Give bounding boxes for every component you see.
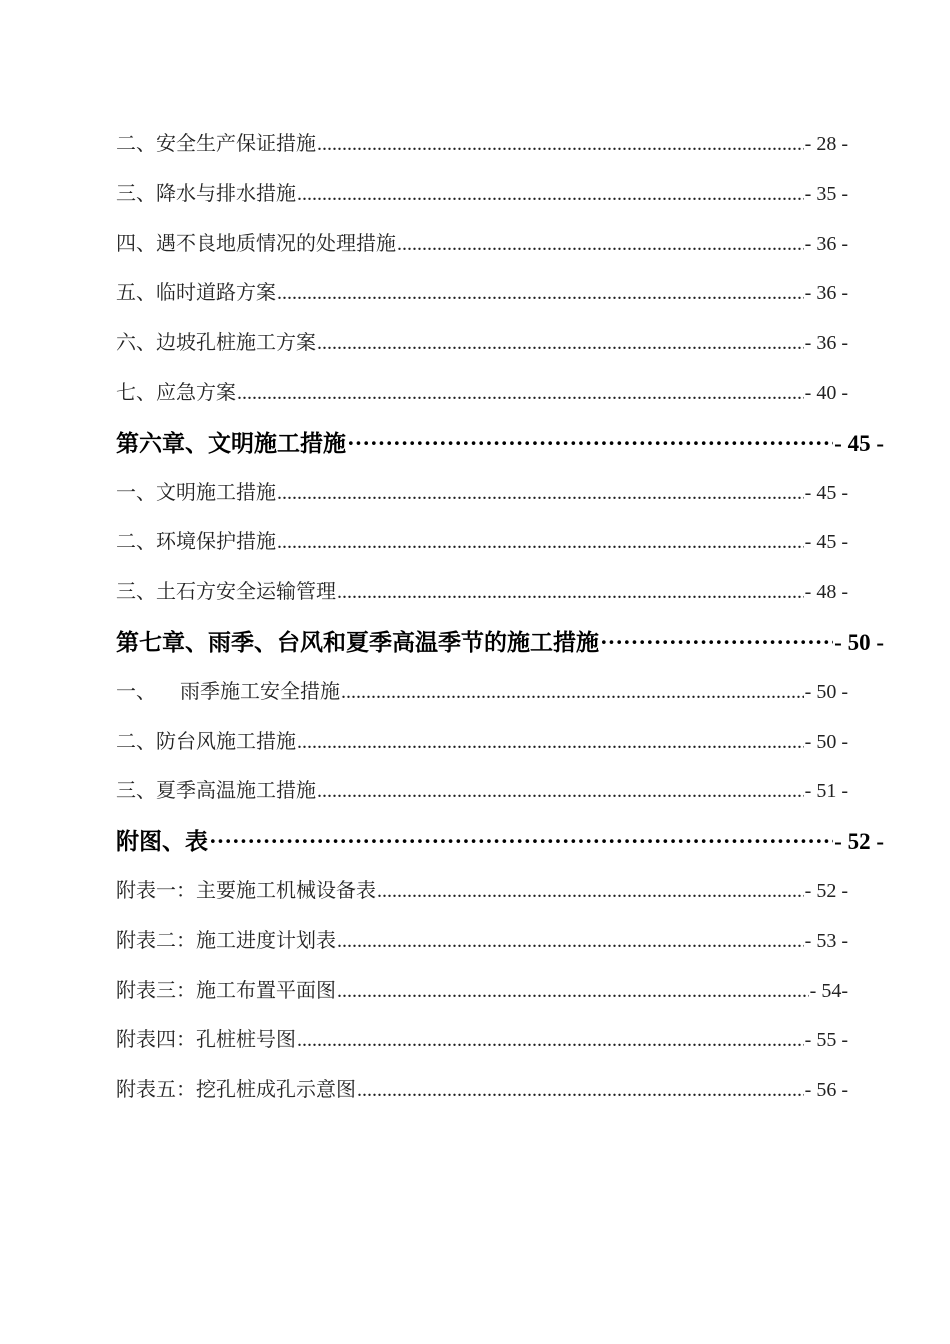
toc-page-number: - 35 -	[804, 182, 848, 205]
toc-dot-leader	[297, 718, 804, 768]
toc-page-number: - 45 -	[804, 531, 848, 554]
toc-chapter-title: 第七章、雨季、台风和夏季高温季节的施工措施	[116, 629, 599, 655]
table-of-contents	[116, 120, 886, 1116]
toc-entry-title: 三、土石方安全运输管理	[116, 581, 336, 604]
toc-page-number: - 48 -	[804, 581, 848, 604]
toc-dot-leader	[297, 1016, 804, 1066]
toc-dot-leader	[377, 867, 804, 917]
toc-dot-leader	[357, 1066, 804, 1116]
toc-entry-text: 雨季施工安全措施	[180, 680, 340, 703]
toc-dot-leader	[209, 817, 833, 867]
toc-entry-title: 一、文明施工措施	[116, 481, 276, 504]
toc-dot-leader	[347, 419, 833, 469]
toc-page-number: - 55 -	[804, 1029, 848, 1052]
toc-page-number: - 40 -	[804, 381, 848, 404]
toc-page-number: - 36 -	[804, 332, 848, 355]
toc-entry-title: 附表五：挖孔桩成孔示意图	[116, 1079, 356, 1102]
toc-entry-title	[116, 668, 340, 718]
toc-page-number: - 50 -	[834, 629, 884, 655]
toc-entry-title: 六、边坡孔桩施工方案	[116, 332, 316, 355]
toc-chapter-title: 第六章、文明施工措施	[116, 430, 346, 456]
toc-entry-number: 一、	[116, 680, 156, 703]
toc-dot-leader	[297, 170, 804, 220]
toc-dot-leader	[277, 269, 804, 319]
toc-dot-leader	[277, 518, 804, 568]
toc-entry-safety-production[interactable]	[116, 120, 848, 170]
toc-entry-earthwork-transport[interactable]	[116, 568, 848, 618]
toc-dot-leader	[237, 369, 804, 419]
toc-entry-dewatering[interactable]	[116, 170, 848, 220]
toc-page-number: - 45 -	[804, 481, 848, 504]
toc-entry-appendix-table-2[interactable]	[116, 917, 848, 967]
toc-entry-title: 附表二：施工进度计划表	[116, 929, 336, 952]
toc-page-number: - 52 -	[834, 829, 884, 855]
toc-entry-title: 二、环境保护措施	[116, 531, 276, 554]
toc-dot-leader	[341, 668, 804, 718]
toc-entry-title: 二、安全生产保证措施	[116, 133, 316, 155]
toc-entry-bad-geology[interactable]	[116, 220, 848, 270]
toc-entry-summer-heat[interactable]	[116, 767, 848, 817]
toc-dot-leader	[317, 767, 804, 817]
toc-entry-title: 附表三：施工布置平面图	[116, 979, 336, 1002]
toc-chapter-appendix[interactable]	[116, 817, 884, 867]
toc-entry-appendix-table-3[interactable]	[116, 967, 848, 1017]
toc-entry-appendix-table-1[interactable]	[116, 867, 848, 917]
toc-dot-leader	[317, 120, 804, 170]
toc-page-number: - 36 -	[804, 282, 848, 305]
toc-entry-title: 四、遇不良地质情况的处理措施	[116, 232, 396, 255]
toc-entry-rainy-season[interactable]	[116, 668, 848, 718]
toc-entry-slope-pile[interactable]	[116, 319, 848, 369]
toc-entry-typhoon[interactable]	[116, 718, 848, 768]
toc-entry-emergency-plan[interactable]	[116, 369, 848, 419]
toc-page-number: - 45 -	[834, 430, 884, 456]
toc-entry-title: 三、夏季高温施工措施	[116, 780, 316, 803]
toc-dot-leader	[317, 319, 804, 369]
toc-dot-leader	[337, 967, 809, 1017]
toc-page-number: - 54-	[809, 979, 848, 1002]
toc-page-number: - 50 -	[804, 680, 848, 703]
toc-chapter-title: 附图、表	[116, 829, 208, 855]
toc-dot-leader	[337, 917, 804, 967]
toc-entry-title: 附表四：孔桩桩号图	[116, 1029, 296, 1052]
toc-chapter-seven[interactable]	[116, 618, 884, 668]
toc-entry-title: 三、降水与排水措施	[116, 182, 296, 205]
toc-page-number: - 56 -	[804, 1079, 848, 1102]
toc-entry-civilized-construction[interactable]	[116, 469, 848, 519]
toc-dot-leader	[397, 220, 804, 270]
toc-dot-leader	[277, 469, 804, 519]
toc-page-number: - 51 -	[804, 780, 848, 803]
toc-page-number: - 53 -	[804, 929, 848, 952]
toc-entry-title: 附表一：主要施工机械设备表	[116, 879, 376, 902]
toc-page-number: - 36 -	[804, 232, 848, 255]
toc-entry-title: 五、临时道路方案	[116, 282, 276, 305]
toc-dot-leader	[600, 618, 833, 668]
toc-dot-leader	[337, 568, 804, 618]
toc-entry-appendix-table-5[interactable]	[116, 1066, 848, 1116]
toc-entry-temporary-road[interactable]	[116, 269, 848, 319]
toc-entry-appendix-table-4[interactable]	[116, 1016, 848, 1066]
toc-entry-title: 二、防台风施工措施	[116, 730, 296, 753]
toc-entry-title: 七、应急方案	[116, 381, 236, 404]
toc-page-number: - 52 -	[804, 879, 848, 902]
toc-chapter-six[interactable]	[116, 419, 884, 469]
toc-entry-environment-protection[interactable]	[116, 518, 848, 568]
toc-page-number: - 50 -	[804, 730, 848, 753]
toc-page-number: - 28 -	[804, 133, 848, 155]
